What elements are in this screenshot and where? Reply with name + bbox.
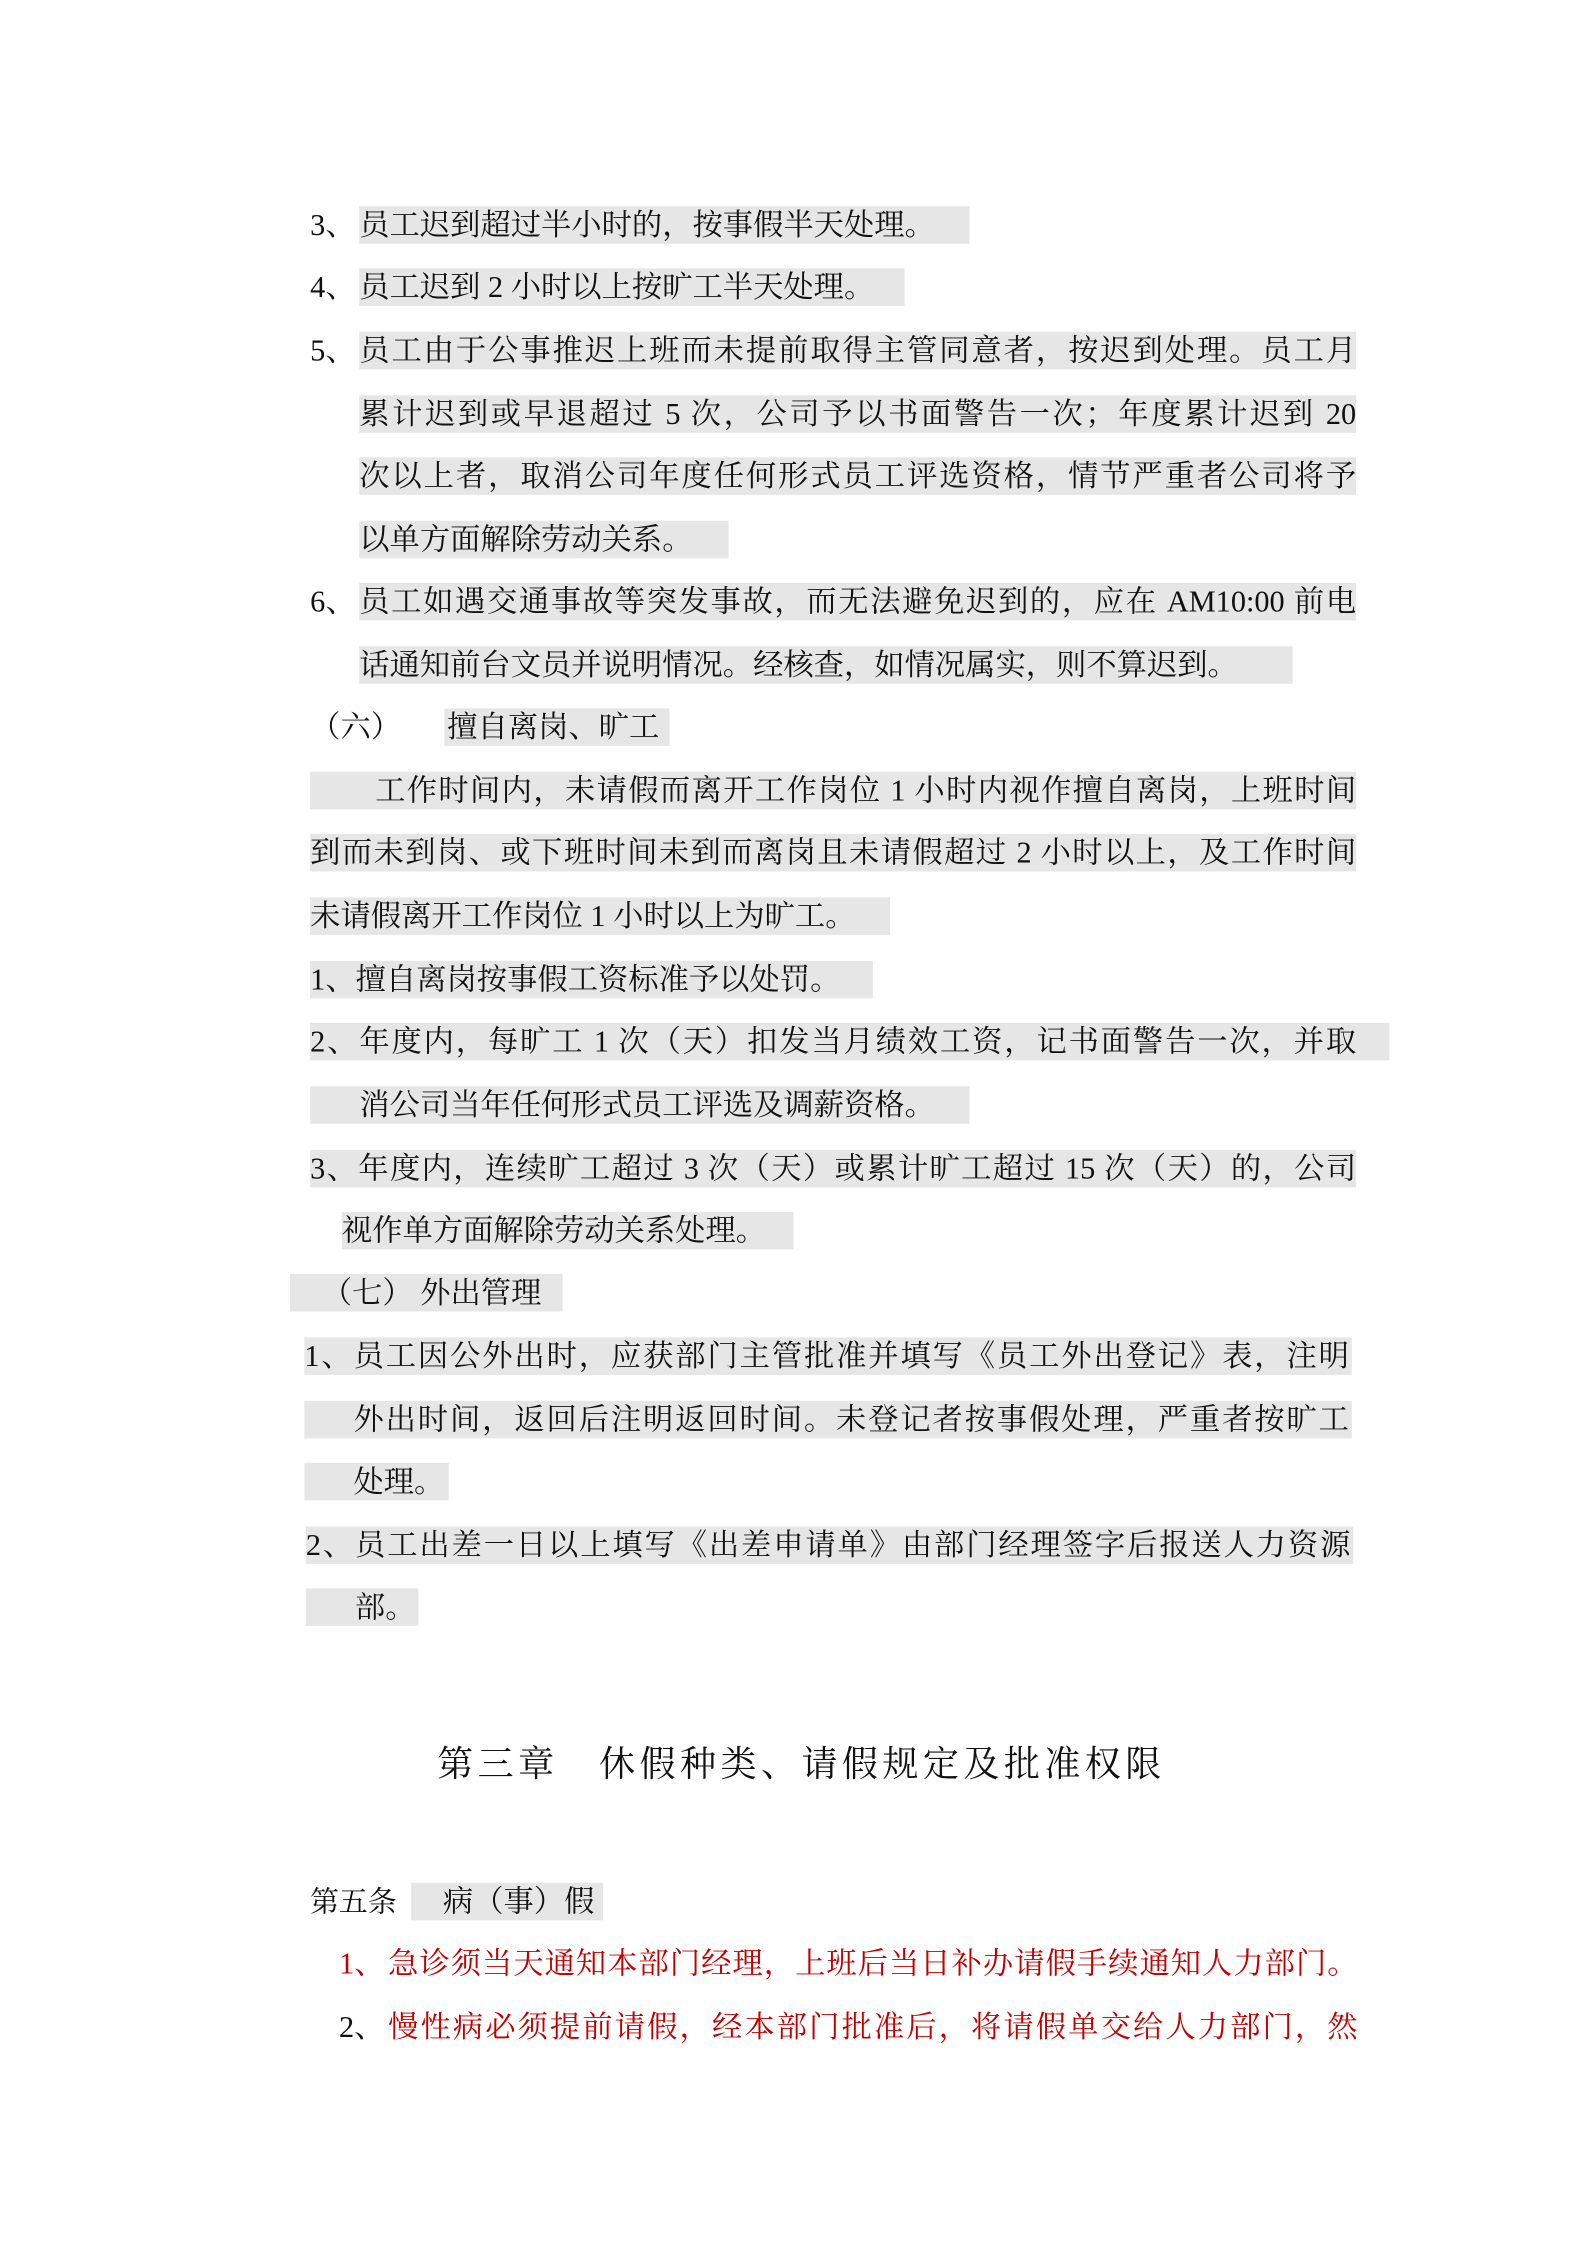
- article-label: 第五条: [310, 1884, 397, 1919]
- item-number: 5、: [310, 333, 356, 368]
- item-number: 4、: [310, 269, 356, 305]
- lateness-item-5-line-3: [359, 457, 1356, 495]
- absence-intro-line-2: [310, 834, 1356, 872]
- item-number: 1、: [339, 1946, 385, 1981]
- item-text: 慢性病必须提前请假，经本部门批准后，将请假单交给人力部门，然: [388, 2009, 1358, 2045]
- outing-item-2-line-2: [306, 1588, 419, 1626]
- lateness-item-5-line-2: [359, 395, 1356, 433]
- absence-intro-line-1: [310, 772, 1356, 810]
- section-number: （六）: [310, 709, 402, 745]
- outing-item-1: [304, 1337, 1351, 1375]
- paragraph-text: 未请假离开工作岗位 1 小时以上为旷工。: [310, 898, 856, 934]
- item-text: 员工迟到超过半小时的，按事假半天处理。: [359, 207, 935, 243]
- article-5-item-1: [339, 1945, 1363, 1983]
- absence-intro-line-3: [310, 897, 890, 935]
- section-title: （七） 外出管理: [321, 1275, 542, 1310]
- section-title: 擅自离岗、旷工: [447, 709, 660, 745]
- lateness-item-3: [310, 206, 974, 244]
- item-text: 外出时间，返回后注明返回时间。未登记者按事假处理，严重者按旷工: [353, 1402, 1349, 1437]
- item-text: 次以上者，取消公司年度任何形式员工评选资格，情节严重者公司将予: [359, 458, 1357, 494]
- item-text: 1、擅自离岗按事假工资标准予以处罚。: [310, 962, 841, 997]
- article-title: 病（事）假: [442, 1884, 595, 1919]
- item-text: 处理。: [353, 1464, 445, 1499]
- paragraph-text: 工作时间内，未请假而离开工作岗位 1 小时内视作擅自离岗，上班时间: [375, 773, 1357, 808]
- outing-item-1-line-2: [304, 1401, 1351, 1439]
- item-text: 急诊须当天通知本部门经理，上班后当日补办请假手续通知人力部门。: [388, 1946, 1358, 1981]
- absence-item-2: [310, 1023, 1389, 1061]
- item-text: 部。: [354, 1589, 416, 1625]
- absence-item-1: [310, 961, 873, 999]
- item-text: 员工迟到 2 小时以上按旷工半天处理。: [359, 269, 875, 305]
- item-text: 3、年度内，连续旷工超过 3 次（天）或累计旷工超过 15 次（天）的，公司: [310, 1151, 1357, 1186]
- outing-heading: [290, 1274, 563, 1312]
- article-5-heading: [310, 1883, 613, 1921]
- absence-item-2-line-2: [310, 1086, 969, 1124]
- item-text: 1、员工因公外出时，应获部门主管批准并填写《员工外出登记》表，注明: [304, 1338, 1349, 1374]
- outing-item-1-line-3: [304, 1463, 448, 1501]
- lateness-item-4: [310, 268, 916, 306]
- absence-heading: [310, 708, 685, 746]
- item-text: 员工由于公事推迟上班而未提前取得主管同意者，按迟到处理。员工月: [359, 333, 1357, 368]
- lateness-item-5: [310, 332, 1363, 370]
- item-text: 消公司当年任何形式员工评选及调薪资格。: [359, 1087, 935, 1123]
- item-number: 3、: [310, 207, 356, 243]
- chapter-title: 第三章 休假种类、请假规定及批准权限: [437, 1742, 1162, 1785]
- item-number: 2、: [339, 2009, 385, 2045]
- item-text: 员工如遇交通事故等突发事故，而无法避免迟到的，应在 AM10:00 前电: [359, 584, 1357, 619]
- item-number: 6、: [310, 584, 356, 619]
- item-text: 视作单方面解除劳动关系处理。: [341, 1213, 767, 1248]
- outing-item-2: [306, 1526, 1353, 1564]
- lateness-item-6-line-2: [359, 646, 1292, 684]
- item-text: 以单方面解除劳动关系。: [359, 522, 693, 557]
- item-text: 2、年度内，每旷工 1 次（天）扣发当月绩效工资，记书面警告一次，并取: [310, 1024, 1357, 1059]
- absence-item-3: [310, 1150, 1356, 1188]
- item-text: 2、员工出差一日以上填写《出差申请单》由部门经理签字后报送人力资源: [305, 1527, 1351, 1563]
- article-5-item-2: [339, 2008, 1363, 2046]
- item-text: 累计迟到或早退超过 5 次，公司予以书面警告一次；年度累计迟到 20: [359, 396, 1357, 432]
- lateness-item-6: [310, 583, 1363, 621]
- item-text: 话通知前台文员并说明情况。经核查，如情况属实，则不算迟到。: [359, 647, 1238, 683]
- absence-item-3-line-2: [342, 1212, 794, 1250]
- lateness-item-5-line-4: [359, 521, 728, 559]
- paragraph-text: 到而未到岗、或下班时间未到而离岗且未请假超过 2 小时以上，及工作时间: [310, 835, 1357, 870]
